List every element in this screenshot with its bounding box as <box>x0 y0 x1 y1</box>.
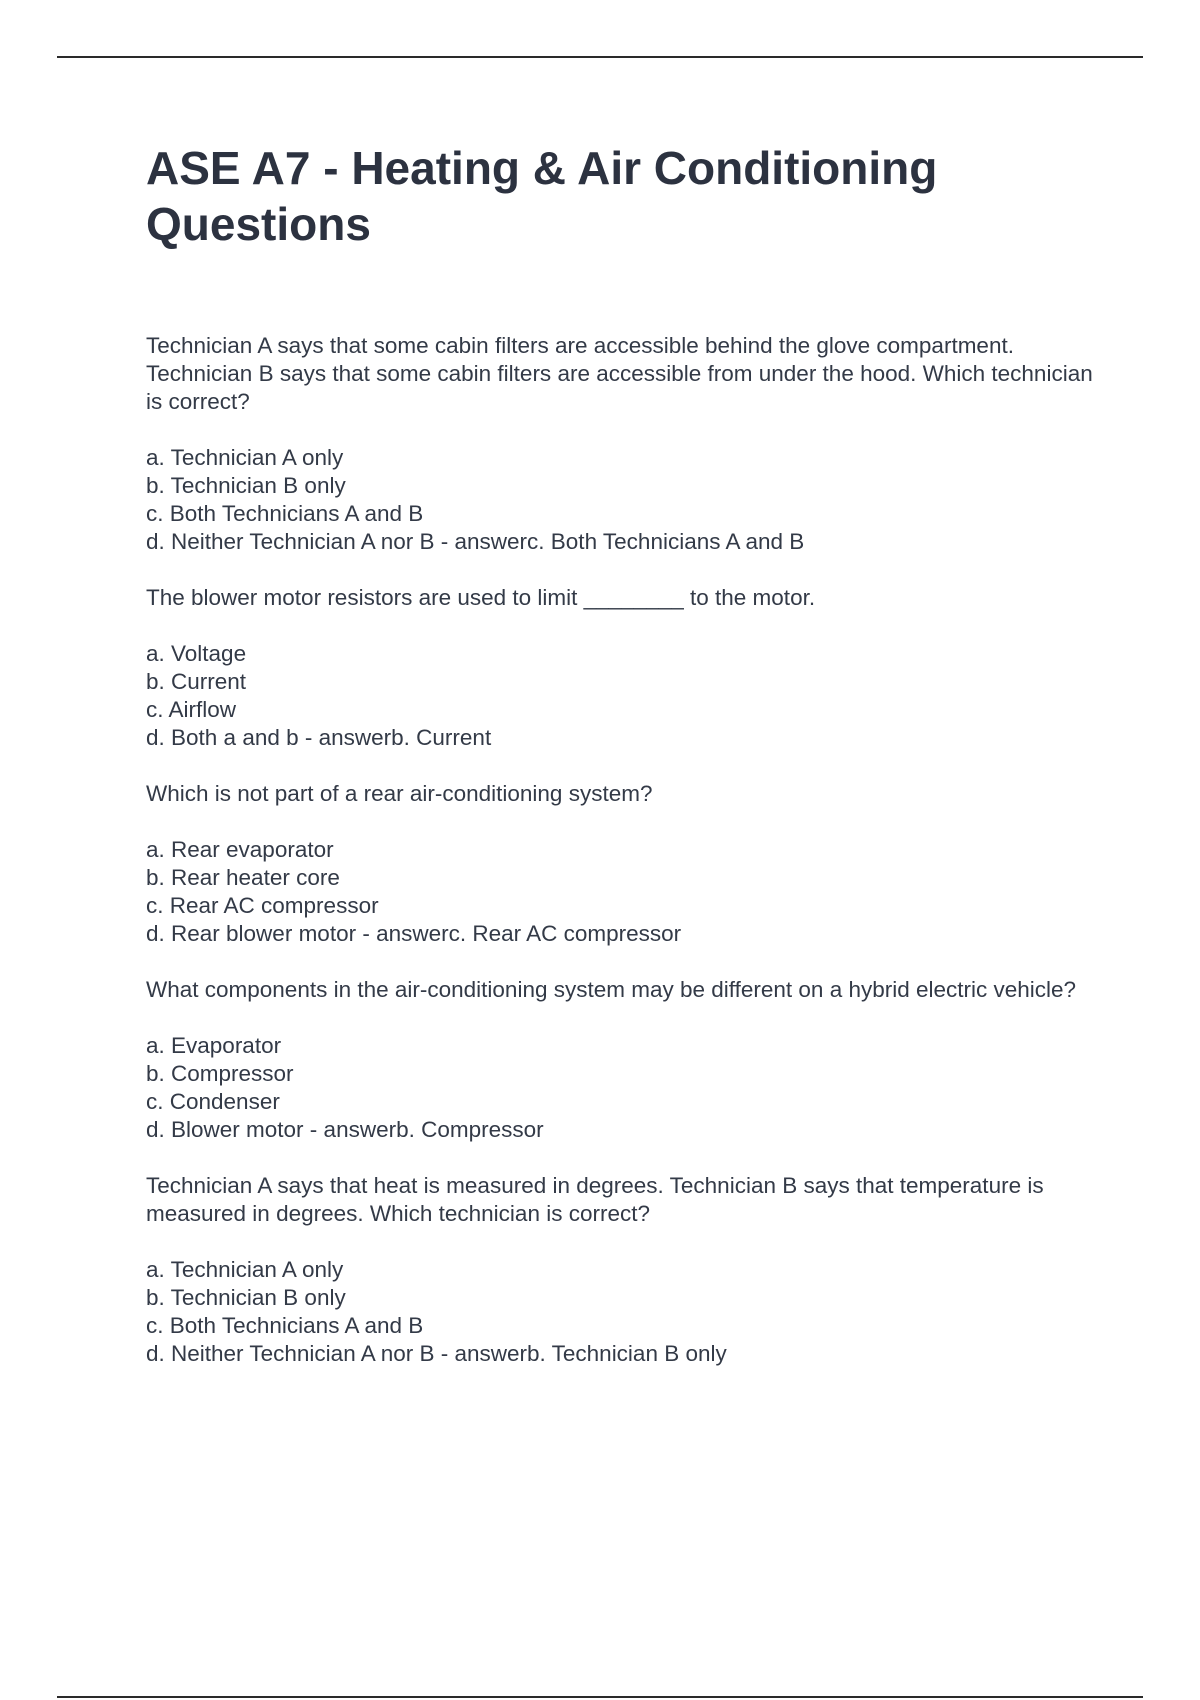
question-block-1 <box>146 332 1106 556</box>
question-block-4 <box>146 976 1106 1144</box>
document-title: ASE A7 - Heating & Air Conditioning Questions <box>146 142 938 250</box>
option-c: c. Both Technicians A and B <box>146 1313 424 1338</box>
option-d-with-answer: d. Blower motor - answerb. Compressor <box>146 1117 544 1142</box>
option-d-with-answer: d. Neither Technician A nor B - answerc. Both Technicians A and B <box>146 529 805 554</box>
option-b: b. Technician B only <box>146 1285 346 1310</box>
question-block-5 <box>146 1172 1106 1368</box>
option-c: c. Rear AC compressor <box>146 893 379 918</box>
top-divider <box>57 56 1143 58</box>
option-b: b. Technician B only <box>146 473 346 498</box>
option-a: a. Voltage <box>146 641 247 666</box>
option-b: b. Compressor <box>146 1061 294 1086</box>
question-text: What components in the air-conditioning system may be different on a hybrid electric vehicle? <box>146 977 1077 1002</box>
document-body <box>146 140 1106 1396</box>
option-d-with-answer: d. Neither Technician A nor B - answerb. Technician B only <box>146 1341 727 1366</box>
option-a: a. Rear evaporator <box>146 837 334 862</box>
bottom-divider <box>57 1696 1143 1698</box>
question-list <box>146 332 1106 1368</box>
question-text: The blower motor resistors are used to limit ________ to the motor. <box>146 585 816 610</box>
question-text: Technician A says that heat is measured in degrees. Technician B says that temperature is measured in degrees. Which technician is correct? <box>146 1173 1044 1226</box>
option-b: b. Current <box>146 669 247 694</box>
question-block-3 <box>146 780 1106 948</box>
option-b: b. Rear heater core <box>146 865 340 890</box>
option-c: c. Both Technicians A and B <box>146 501 424 526</box>
question-text: Which is not part of a rear air-conditioning system? <box>146 781 653 806</box>
option-a: a. Evaporator <box>146 1033 282 1058</box>
question-block-2 <box>146 584 1106 752</box>
question-text: Technician A says that some cabin filters are accessible behind the glove compartment. Technician B says that some cabin filters are accessible from under the hood. Which technician is correct? <box>146 333 1093 414</box>
option-d-with-answer: d. Rear blower motor - answerc. Rear AC compressor <box>146 921 682 946</box>
option-c: c. Airflow <box>146 697 237 722</box>
option-a: a. Technician A only <box>146 1257 344 1282</box>
option-a: a. Technician A only <box>146 445 344 470</box>
option-c: c. Condenser <box>146 1089 280 1114</box>
option-d-with-answer: d. Both a and b - answerb. Current <box>146 725 492 750</box>
